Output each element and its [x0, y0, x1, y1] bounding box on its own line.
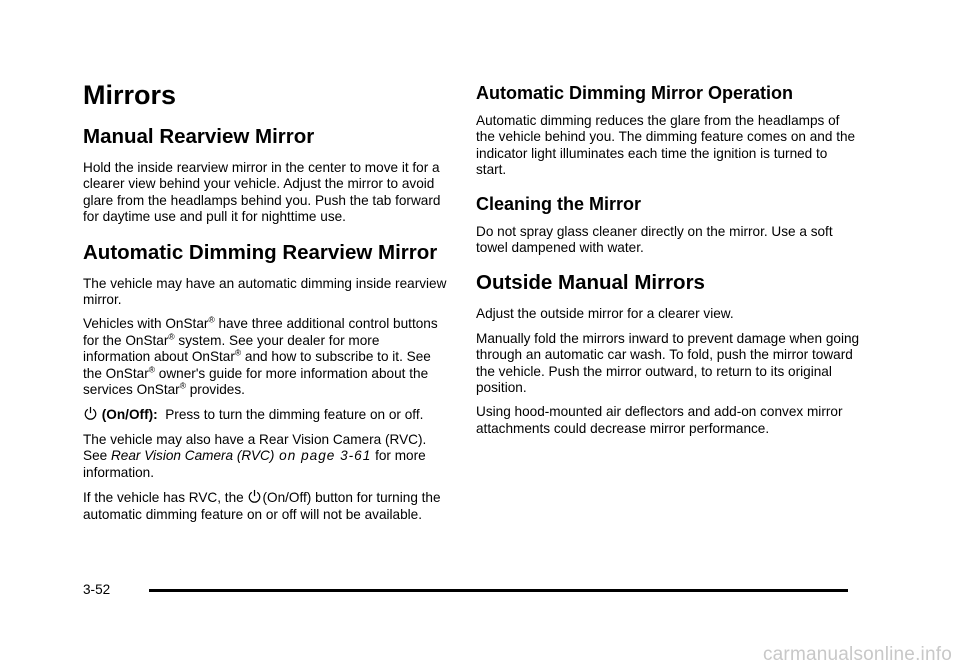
cleaning-section [476, 193, 860, 257]
registered-mark: ® [234, 347, 242, 358]
outside-mirrors-p2: Manually fold the mirrors inward to prevent damage when going through an automatic car wash. To fold, push the mirror toward the vehicle. Push the mirror outward, to return to its original position. [476, 330, 860, 396]
auto-dimming-heading: Automatic Dimming Rearview Mirror [83, 240, 438, 264]
rvc-onoff-paragraph: If the vehicle has RVC, the (On/Off) button for turning the automatic dimming feature on or off will not be available. [83, 490, 441, 522]
outside-mirrors-p1: Adjust the outside mirror for a clearer view. [476, 306, 734, 322]
outside-mirrors-p3: Using hood-mounted air deflectors and add-on convex mirror attachments could decrease mirror performance. [476, 404, 843, 436]
manual-rearview-heading: Manual Rearview Mirror [83, 125, 315, 148]
left-column [83, 78, 449, 531]
registered-mark: ® [208, 314, 215, 325]
page-footer [83, 582, 848, 598]
auto-dimming-section [83, 240, 449, 523]
cleaning-body: Do not spray glass cleaner directly on the mirror. Use a soft towel dampened with water. [476, 223, 833, 256]
outside-mirrors-section [476, 270, 860, 437]
auto-dimming-intro: The vehicle may have an automatic dimming inside rearview mirror. [83, 275, 447, 308]
rvc-cross-reference[interactable]: Rear Vision Camera (RVC) [110, 448, 275, 464]
mirror-operation-body: Automatic dimming reduces the glare from the headlamps of the vehicle behind you. The dimming feature comes on and the indicator light illuminates each time the ignition is turned to start. [476, 113, 856, 178]
page-title: Mirrors [83, 80, 177, 110]
watermark: carmanualsonline.info [762, 644, 952, 665]
onoff-paragraph [83, 406, 449, 423]
registered-mark: ® [148, 364, 156, 375]
manual-rearview-section [83, 124, 449, 226]
onoff-description: Press to turn the dimming feature on or off. [165, 407, 424, 423]
page-number: 3-52 [83, 582, 111, 597]
power-icon [83, 406, 98, 421]
manual-rearview-body: Hold the inside rearview mirror in the center to move it for a clearer view behind your vehicle. Adjust the mirror to avoid glare from the headlamps behind you. Push the tab forward for daytime use and pull it for nighttime use. [83, 160, 441, 225]
onoff-label: (On/Off): [101, 407, 158, 423]
registered-mark: ® [179, 380, 186, 391]
onstar-paragraph: Vehicles with OnStar® have three additional control buttons for the OnStar® system. See your dealer for more information about OnStar® and how to subscribe to it. See the OnStar® owner's guide for more information about the services OnStar® provides. [83, 314, 438, 398]
rvc-page-reference[interactable]: on page 3‑61 [274, 448, 372, 464]
footer-rule [149, 589, 848, 592]
power-icon [247, 489, 262, 504]
cleaning-heading: Cleaning the Mirror [476, 193, 642, 214]
mirror-operation-section [476, 82, 860, 179]
rvc-paragraph: The vehicle may also have a Rear Vision Camera (RVC). See Rear Vision Camera (RVC) on page 3‑61 for more information. [83, 431, 427, 480]
right-column [476, 82, 860, 445]
outside-mirrors-heading: Outside Manual Mirrors [476, 271, 705, 295]
registered-mark: ® [168, 331, 175, 342]
mirror-operation-heading: Automatic Dimming Mirror Operation [476, 83, 794, 103]
